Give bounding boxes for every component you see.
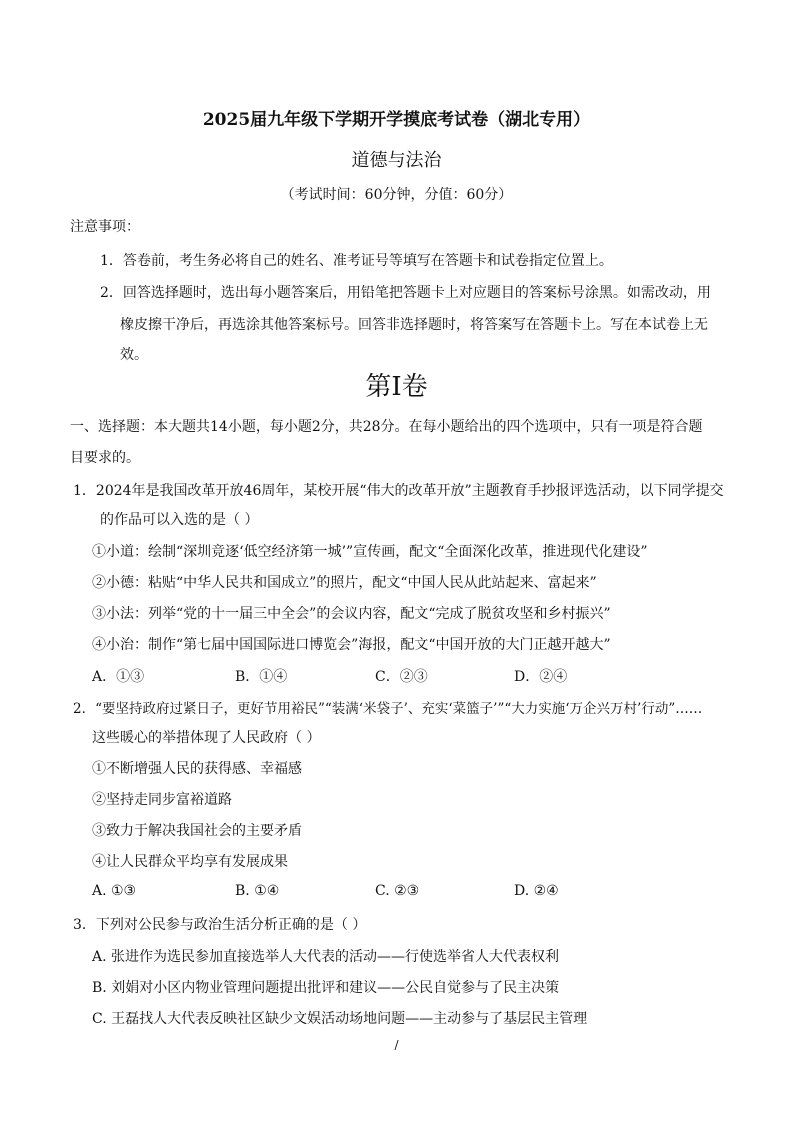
notice-item-2-cont2: 效。 bbox=[120, 347, 148, 363]
question-1-choice-d[interactable]: D．②④ bbox=[514, 669, 568, 685]
notice-heading: 注意事项： bbox=[70, 219, 140, 235]
notice-item-2: 2．回答选择题时，选出每小题答案后，用铅笔把答题卡上对应题目的答案标号涂黑。如需改动，用 bbox=[100, 285, 711, 301]
volume-title: 第Ⅰ卷 bbox=[365, 372, 428, 402]
question-2-stem-cont: 这些暖心的举措体现了人民政府（ ） bbox=[92, 730, 321, 746]
question-2-item: ②坚持走同步富裕道路 bbox=[92, 792, 232, 808]
question-1-stem: 1．2024年是我国改革开放46周年，某校开展“伟大的改革开放”主题教育手抄报评选活动，以下同学提交 bbox=[73, 483, 724, 499]
question-2-stem: 2．“要坚持政府过紧日子，更好节用裕民”“装满‘米袋子’、充实‘菜篮子’”“大力实施‘万企兴万村’行动”…… bbox=[73, 701, 703, 717]
question-2-choice-b[interactable]: B. ①④ bbox=[235, 883, 280, 899]
section-instructions: 一、选择题：本大题共14小题，每小题2分，共28分。在每小题给出的四个选项中，只有一项是符合题 bbox=[70, 419, 703, 435]
question-2-item: ①不断增强人民的获得感、幸福感 bbox=[92, 761, 302, 777]
page-number: / bbox=[394, 1038, 399, 1052]
question-3-option-b[interactable]: B. 刘娟对小区内物业管理问题提出批评和建议——公民自觉参与了民主决策 bbox=[92, 980, 560, 996]
question-1-item: ②小德：粘贴“中华人民共和国成立”的照片，配文“中国人民从此站起来、富起来” bbox=[92, 575, 597, 591]
question-3-option-c[interactable]: C. 王磊找人大代表反映社区缺少文娱活动场地问题——主动参与了基层民主管理 bbox=[92, 1011, 588, 1027]
exam-title: 2025届九年级下学期开学摸底考试卷（湖北专用） bbox=[202, 110, 591, 130]
question-3-stem: 3．下列对公民参与政治生活分析正确的是（ ） bbox=[73, 917, 367, 933]
question-1-stem-cont: 的作品可以入选的是（ ） bbox=[100, 512, 259, 528]
notice-item-2-cont: 橡皮擦干净后，再选涂其他答案标号。回答非选择题时，将答案写在答题卡上。写在本试卷上无 bbox=[120, 317, 708, 333]
question-2-item: ③致力于解决我国社会的主要矛盾 bbox=[92, 823, 302, 839]
section-instructions-cont: 目要求的。 bbox=[70, 450, 140, 466]
question-2-choice-c[interactable]: C. ②③ bbox=[375, 883, 420, 899]
subject-title: 道德与法治 bbox=[351, 150, 442, 171]
question-3-option-a[interactable]: A. 张进作为选民参加直接选举人大代表的活动——行使选举省人大代表权利 bbox=[92, 949, 560, 965]
question-2-choice-a[interactable]: A. ①③ bbox=[92, 883, 137, 899]
question-1-choice-c[interactable]: C．②③ bbox=[375, 669, 428, 685]
question-1-item: ①小道：绘制“深圳竞逐‘低空经济第一城’”宣传画，配文“全面深化改革，推进现代化建设” bbox=[92, 544, 648, 560]
question-2-choice-d[interactable]: D. ②④ bbox=[514, 883, 559, 899]
question-1-choice-b[interactable]: B．①④ bbox=[235, 669, 288, 685]
notice-item-1: 1．答卷前，考生务必将自己的姓名、准考证号等填写在答题卡和试卷指定位置上。 bbox=[100, 253, 613, 269]
question-1-choice-a[interactable]: A．①③ bbox=[92, 669, 145, 685]
question-1-item: ③小法：列举“党的十一届三中全会”的会议内容，配文“完成了脱贫攻坚和乡村振兴” bbox=[92, 606, 611, 622]
question-1-item: ④小治：制作“第七届中国国际进口博览会”海报，配文“中国开放的大门正越开越大” bbox=[92, 637, 611, 653]
question-2-item: ④让人民群众平均享有发展成果 bbox=[92, 854, 288, 870]
time-info: （考试时间：60分钟，分值：60分） bbox=[280, 187, 513, 203]
